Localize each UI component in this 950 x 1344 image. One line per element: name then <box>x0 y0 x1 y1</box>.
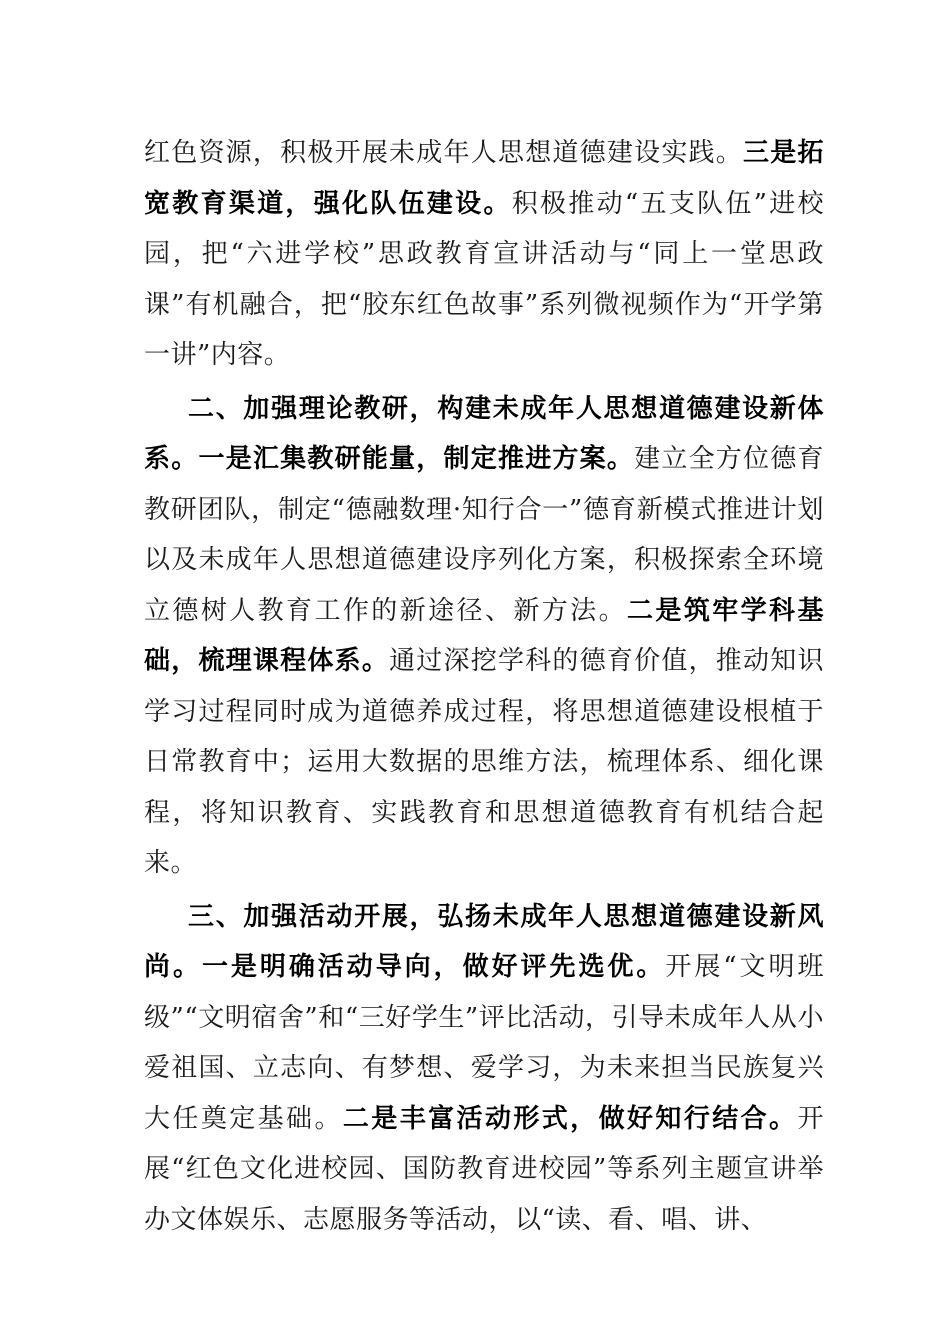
paragraph-text: 红色资源，积极开展未成年人思想道德建设实践。 <box>144 138 744 168</box>
paragraph-text: 通过深挖学科的德育价值，推动知识学习过程同时成为道德养成过程，将思想道德建设根植于日常教育中；运用大数据的思维方法，梳理体系、细化课程，将知识教育、实践教育和思想道德教育有机结合起来。 <box>144 646 824 878</box>
paragraph-text: 开展“红色文化进校园、国防教育进校园”等系列主题宣讲举办文体娱乐、志愿服务等活动，以“读、看、唱、讲、 <box>144 1103 824 1235</box>
section-2-paragraph <box>144 384 824 889</box>
paragraph-bold-heading: 一是明确活动导向，做好评先选优。 <box>201 952 666 982</box>
paragraph-bold-heading: 二是筑牢学科基础，梳理课程体系。 <box>144 595 824 676</box>
paragraph-text: 建立全方位德育教研团队，制定“德融数理·知行合一”德育新模式推进计划以及未成年人思想道德建设序列化方案，积极探索全环境立德树人教育工作的新途径、新方法。 <box>144 444 824 626</box>
paragraph-text: 开展“文明班级”“文明宿舍”和“三好学生”评比活动，引导未成年人从小爱祖国、立志向、有梦想、爱学习，为未来担当民族复兴大任奠定基础。 <box>144 952 824 1134</box>
section-3-paragraph <box>144 892 824 1246</box>
paragraph-text: 积极推动“五支队伍”进校园，把“六进学校”思政教育宣讲活动与“同上一堂思政课”有机融合，把“胶东红色故事”系列微视频作为“开学第一讲”内容。 <box>144 188 824 370</box>
document-body <box>144 128 824 1245</box>
paragraph-bold-heading: 二是丰富活动形式，做好知行结合。 <box>342 1103 798 1134</box>
section-heading: 二、加强理论教研，构建未成年人思想道德建设新体系。 <box>144 393 824 474</box>
paragraph-continued <box>144 128 824 381</box>
section-heading: 三、加强活动开展，弘扬未成年人思想道德建设新风尚。 <box>144 901 824 982</box>
paragraph-bold-heading: 三是拓宽教育渠道，强化队伍建设。 <box>144 138 824 219</box>
paragraph-bold-heading: 一是汇集教研能量，制定推进方案。 <box>198 444 635 474</box>
